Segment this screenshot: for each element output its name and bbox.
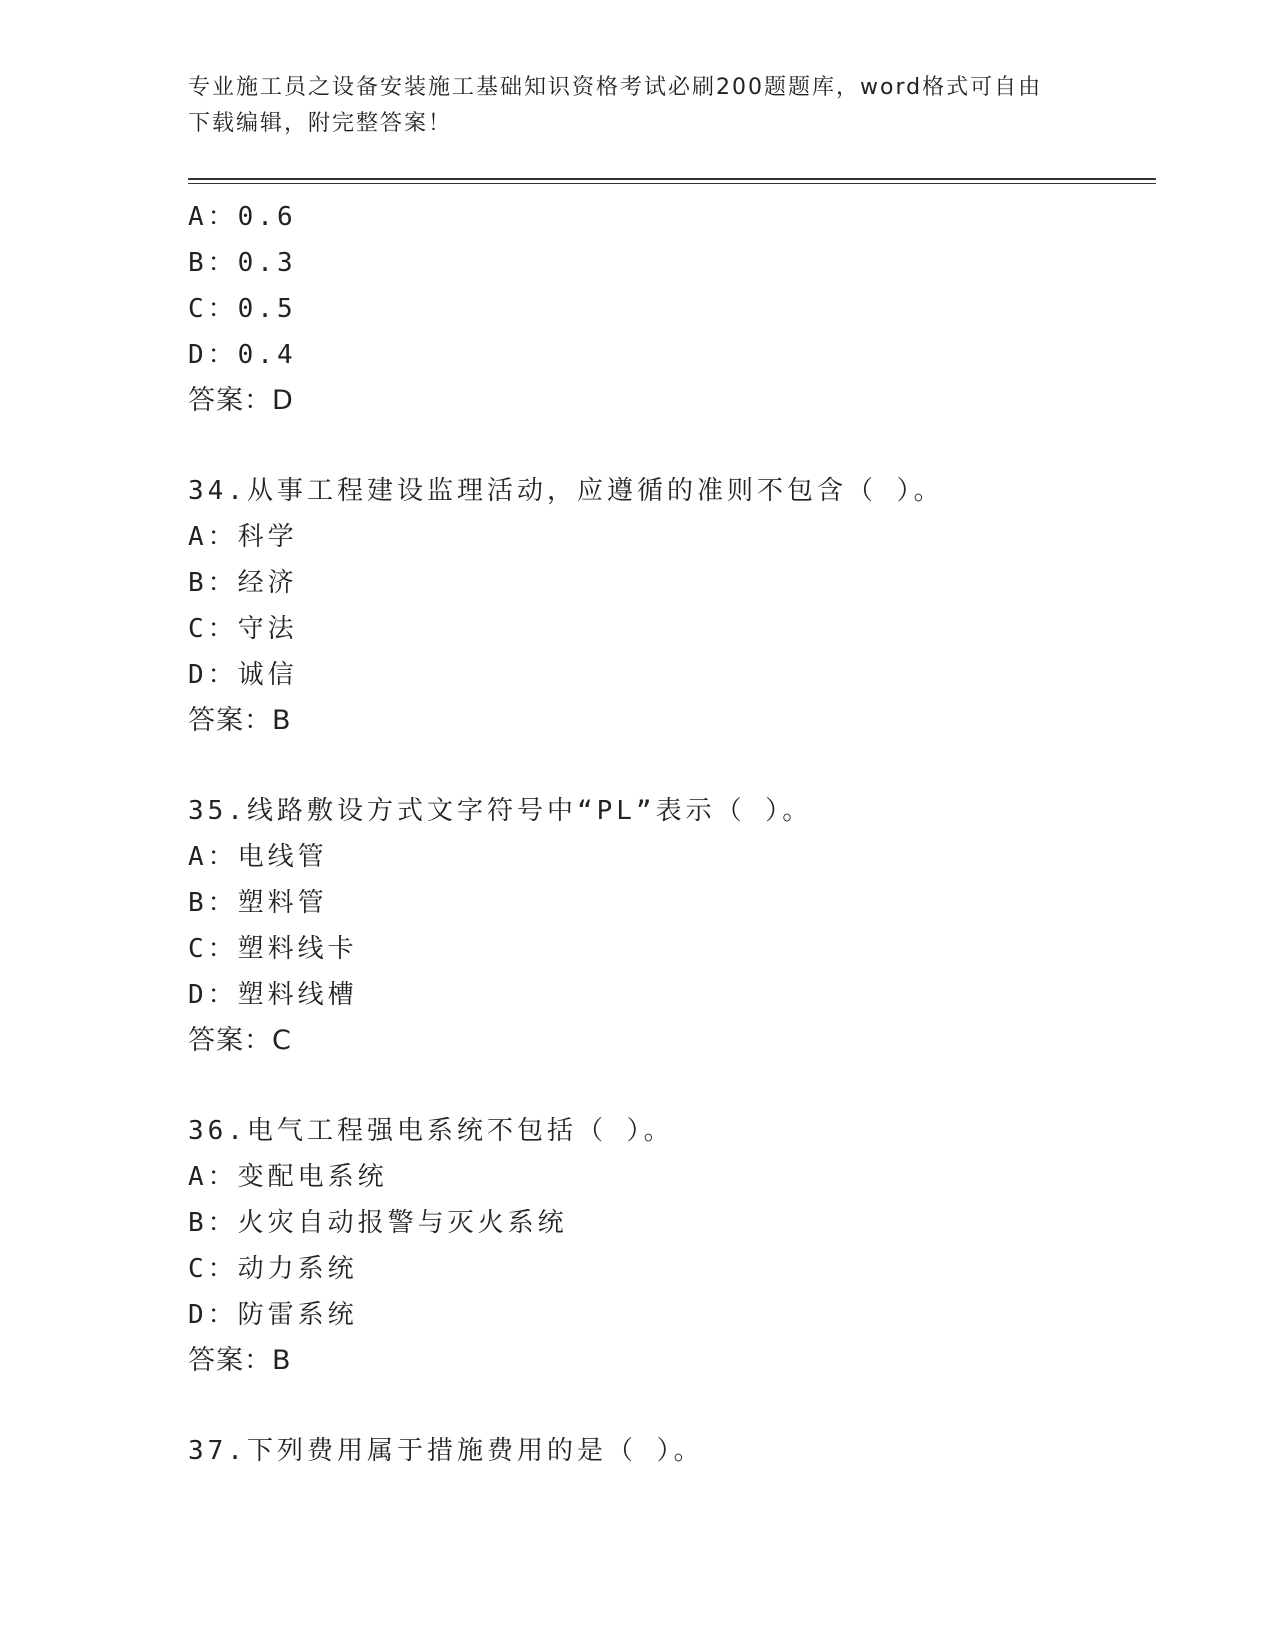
question-block-36 bbox=[188, 1108, 1148, 1384]
header-line-2: 下载编辑，附完整答案！ bbox=[188, 111, 453, 136]
document-header bbox=[188, 70, 1088, 142]
spacer bbox=[188, 1064, 1148, 1108]
question-text: 37.下列费用属于措施费用的是（ ）。 bbox=[188, 1436, 704, 1466]
answer-line: 答案：B bbox=[188, 705, 292, 736]
answer-line: 答案：D bbox=[188, 385, 294, 416]
question-block-35 bbox=[188, 788, 1148, 1064]
answer-line: 答案：C bbox=[188, 1025, 292, 1056]
spacer bbox=[188, 1384, 1148, 1428]
question-block-33 bbox=[188, 194, 1148, 424]
option-b: B：0.3 bbox=[188, 248, 297, 278]
option-c: C：0.5 bbox=[188, 294, 297, 324]
option-d: D：防雷系统 bbox=[188, 1300, 358, 1330]
question-block-34 bbox=[188, 468, 1148, 744]
option-a: A：变配电系统 bbox=[188, 1162, 388, 1192]
option-b: B：塑料管 bbox=[188, 888, 328, 918]
option-a: A：科学 bbox=[188, 522, 298, 552]
question-text: 36.电气工程强电系统不包括（ ）。 bbox=[188, 1116, 674, 1146]
header-line-1: 专业施工员之设备安装施工基础知识资格考试必刷200题题库，word格式可自由 bbox=[188, 75, 1043, 100]
option-b: B：火灾自动报警与灭火系统 bbox=[188, 1208, 568, 1238]
question-text: 35.线路敷设方式文字符号中“PL”表示（ ）。 bbox=[188, 796, 813, 826]
spacer bbox=[188, 424, 1148, 468]
spacer bbox=[188, 744, 1148, 788]
option-a: A：0.6 bbox=[188, 202, 297, 232]
option-c: C：塑料线卡 bbox=[188, 934, 358, 964]
question-block-37 bbox=[188, 1428, 1148, 1474]
question-text: 34.从事工程建设监理活动，应遵循的准则不包含（ ）。 bbox=[188, 476, 944, 506]
question-list bbox=[188, 194, 1148, 1474]
header-divider-thin bbox=[188, 183, 1156, 184]
option-a: A：电线管 bbox=[188, 842, 328, 872]
option-c: C：守法 bbox=[188, 614, 298, 644]
option-d: D：诚信 bbox=[188, 660, 298, 690]
answer-line: 答案：B bbox=[188, 1345, 292, 1376]
option-c: C：动力系统 bbox=[188, 1254, 358, 1284]
option-b: B：经济 bbox=[188, 568, 298, 598]
option-d: D：塑料线槽 bbox=[188, 980, 358, 1010]
option-d: D：0.4 bbox=[188, 340, 297, 370]
header-divider-thick bbox=[188, 178, 1156, 180]
